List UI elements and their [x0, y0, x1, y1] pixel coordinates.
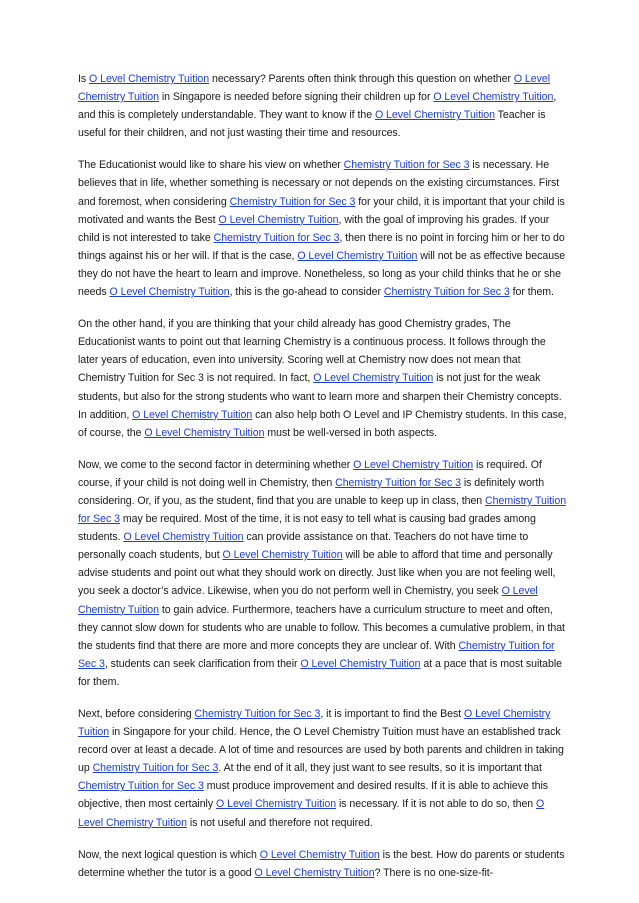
tuition-link[interactable]: O Level Chemistry Tuition [216, 798, 337, 811]
tuition-link[interactable]: O Level Chemistry Tuition [132, 408, 253, 421]
paragraph-text: , this is the go-ahead to consider [229, 286, 384, 299]
tuition-link[interactable]: Chemistry Tuition for Sec 3 [213, 231, 340, 244]
paragraph-text: must produce improvement and desired results. If it is able to achieve this objective, then most certainly [78, 780, 549, 811]
paragraph-4 [78, 456, 567, 691]
paragraph-1 [78, 70, 567, 142]
tuition-link[interactable]: O Level Chemistry Tuition [297, 249, 418, 262]
tuition-link[interactable]: Chemistry Tuition for Sec 3 [229, 195, 356, 208]
paragraph-text: will be able to afford that time and personally advise students and point out what they should work on directly. Just like when you are not feeling well, you seek a doctor’s advice. Likewise, when you do not perform well in Chemistry, you seek [78, 549, 556, 598]
tuition-link[interactable]: O Level Chemistry Tuition [222, 549, 343, 562]
paragraph-text: is definitely worth considering. Or, if you, as the student, find that you are unable to keep up in class, then [78, 476, 545, 507]
tuition-link[interactable]: O Level Chemistry Tuition [259, 848, 380, 861]
tuition-link[interactable]: O Level Chemistry Tuition [89, 73, 210, 85]
tuition-link[interactable]: Chemistry Tuition for Sec 3 [78, 494, 567, 526]
paragraph-text: in Singapore is needed before signing their children up for [158, 91, 434, 104]
paragraph-6 [78, 846, 567, 882]
paragraph-text: for your child, it is important that your child is motivated and wants the Best [78, 195, 565, 226]
paragraph-text: is necessary. If it is not able to do so, then [336, 798, 537, 811]
paragraph-text: The Educationist would like to share his view on whether [78, 159, 344, 172]
tuition-link[interactable]: O Level Chemistry Tuition [144, 426, 265, 439]
tuition-link[interactable]: Chemistry Tuition for Sec 3 [343, 159, 470, 172]
paragraph-2 [78, 156, 567, 301]
tuition-link[interactable]: O Level Chemistry Tuition [78, 585, 538, 616]
paragraph-text: is not useful and therefore not required. [186, 816, 373, 829]
paragraph-text: in Singapore for your child. Hence, the O Level Chemistry Tuition must have an established track record over at least a decade. A lot of time and resources are used by both parents and children in taking up [78, 726, 564, 775]
tuition-link[interactable]: O Level Chemistry Tuition [254, 866, 375, 879]
tuition-link[interactable]: O Level Chemistry Tuition [78, 73, 551, 104]
tuition-link[interactable]: O Level Chemistry Tuition [433, 91, 554, 104]
paragraph-text: is not just for the weak students, but also for the strong students who want to learn more and sharpen their Chemistry concepts. In addition, [78, 372, 562, 421]
paragraph-text: Now, we come to the second factor in determining whether [78, 458, 354, 471]
paragraph-text: for them. [509, 286, 554, 299]
tuition-link[interactable]: O Level Chemistry Tuition [313, 372, 434, 385]
tuition-link[interactable]: O Level Chemistry Tuition [78, 708, 551, 739]
paragraph-text: Now, the next logical question is which [78, 848, 260, 861]
tuition-link[interactable]: Chemistry Tuition for Sec 3 [78, 780, 204, 793]
tuition-link[interactable]: O Level Chemistry Tuition [78, 798, 545, 829]
paragraph-text: to gain advice. Furthermore, teachers have a curriculum structure to meet and often, they cannot slow down for students who are unable to follow. This becomes a cumulative problem, in that the students find that there are more and more concepts they are unclear of. With [78, 603, 565, 652]
tuition-link[interactable]: Chemistry Tuition for Sec 3 [335, 476, 461, 489]
paragraph-text: at a pace that is most suitable for them. [78, 657, 562, 688]
paragraph-text: is the best. How do parents or students determine whether the tutor is a good [78, 848, 565, 879]
paragraph-text: is required. Of course, if your child is not doing well in Chemistry, then [78, 458, 542, 489]
tuition-link[interactable]: O Level Chemistry Tuition [218, 213, 339, 226]
tuition-link[interactable]: Chemistry Tuition for Sec 3 [194, 708, 321, 720]
paragraph-text: ? There is no one-size-fit- [374, 866, 494, 879]
tuition-link[interactable]: Chemistry Tuition for Sec 3 [92, 762, 219, 775]
tuition-link[interactable]: O Level Chemistry Tuition [109, 286, 230, 299]
paragraph-text: , with the goal of improving his grades. If your child is not interested to take [78, 213, 550, 244]
paragraph-text: Is [78, 73, 90, 85]
paragraph-text: may be required. Most of the time, it is not easy to tell what is causing bad grades among students. [78, 513, 536, 544]
paragraph-text: will not be as effective because they do not have the heart to learn and improve. Nonetheless, so long as your child thinks that he or she needs [78, 249, 566, 299]
paragraph-5 [78, 705, 567, 832]
paragraph-text: . At the end of it all, they just want to see results, so it is important that [218, 762, 542, 775]
paragraph-text: Next, before considering [78, 708, 195, 720]
paragraph-text: , then there is no point in forcing him or her to do things against his or her will. If that is the case, [78, 231, 565, 262]
paragraph-text: is necessary. He believes that in life, whether something is necessary or not depends on the existing circumstances. First and foremost, when considering [78, 159, 560, 208]
tuition-link[interactable]: O Level Chemistry Tuition [123, 531, 244, 544]
paragraph-text: must be well-versed in both aspects. [264, 426, 437, 439]
paragraph-text: On the other hand, if you are thinking that your child already has good Chemistry grades, The Educationist wants to point out that learning Chemistry is a continuous process. It follows through the later years of education, even into university. Scoring well at Chemistry now does not mean that Chemistry Tuition for Sec 3 is not required. In fact, [78, 318, 546, 385]
tuition-link[interactable]: O Level Chemistry Tuition [300, 657, 421, 670]
paragraph-text: , students can seek clarification from their [104, 657, 301, 670]
tuition-link[interactable]: O Level Chemistry Tuition [353, 458, 474, 471]
document-body [78, 70, 567, 882]
tuition-link[interactable]: Chemistry Tuition for Sec 3 [383, 286, 510, 299]
tuition-link[interactable]: O Level Chemistry Tuition [374, 109, 495, 122]
tuition-link[interactable]: Chemistry Tuition for Sec 3 [78, 639, 555, 670]
paragraph-text: can also help both O Level and IP Chemistry students. In this case, of course, the [78, 408, 567, 439]
paragraph-text: , and this is completely understandable. They want to know if the [78, 91, 557, 122]
paragraph-text: Teacher is useful for their children, and not just wasting their time and resources. [78, 109, 546, 140]
paragraph-text: , it is important to find the Best [320, 708, 465, 720]
paragraph-3 [78, 315, 567, 442]
paragraph-text: necessary? Parents often think through this question on whether [209, 73, 514, 85]
paragraph-text: can provide assistance on that. Teachers do not have time to personally coach students, but [78, 531, 529, 562]
